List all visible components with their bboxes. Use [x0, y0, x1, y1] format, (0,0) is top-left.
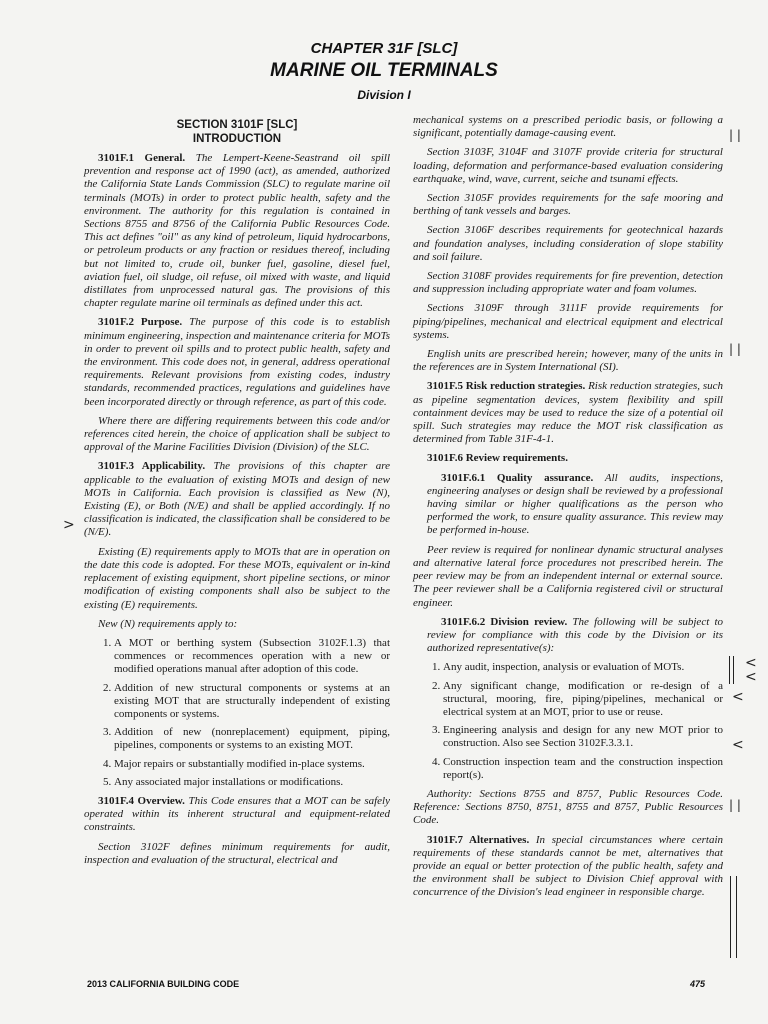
paragraph-applicability	[84, 460, 390, 539]
paragraph-authority	[413, 788, 723, 828]
revision-arrow-right: <	[732, 737, 744, 753]
paragraph-fire	[413, 270, 723, 296]
left-column	[84, 118, 390, 873]
quality-assurance-text: All audits, inspections, engineering analyses or design shall be reviewed by a professional having similar or higher qualifications as the person who performed the work, to ensure quality assurance. This review may be performed in-house.	[427, 471, 723, 537]
paragraph-structural-loading	[413, 146, 723, 186]
fire-text: Section 3108F provides requirements for fire prevention, detection and suppression including appropriate water and foam volumes.	[413, 270, 723, 296]
new-requirements-text: New (N) requirements apply to:	[98, 617, 238, 630]
paragraph-differing-requirements	[84, 415, 390, 455]
division-review-heading: 3101F.6.2 Division review.	[441, 615, 568, 628]
peer-review-text: Peer review is required for nonlinear dynamic structural analyses and alternative lateral force procedures not prescribed herein. The peer review may be from an independent internal or external source. The peer reviewer shall be a California registered civil or structural engineer.	[413, 543, 723, 609]
quality-assurance-heading: 3101F.6.1 Quality assurance.	[441, 471, 594, 484]
continued-text: mechanical systems on a prescribed periodic basis, or following a significant, potentially damage-causing event.	[413, 114, 723, 140]
paragraph-existing-requirements	[84, 546, 390, 612]
paragraph-review-requirements	[413, 452, 723, 465]
mooring-text: Section 3105F provides requirements for the safe mooring and berthing of tank vessels and barges.	[413, 192, 723, 218]
page-number: 475	[690, 979, 706, 989]
list-item: 3. Engineering analysis and design for any new MOT prior to construction. Also see Section 3102F.3.3.1.	[443, 724, 723, 750]
alternatives-heading: 3101F.7 Alternatives.	[427, 833, 530, 846]
alternatives-text: In special circumstances where certain requirements of these standards cannot be met, alternatives that provide an equal or better protection of the public health, safety and the environment shall be subject to Division Chief approval with concurrence of the Division's lead engineer in responsible charge.	[413, 833, 723, 899]
footer-code-name: 2013 CALIFORNIA BUILDING CODE	[87, 979, 240, 989]
geotechnical-text: Section 3106F describes requirements for geotechnical hazards and foundation analyses, including consideration of slope stability and soil failure.	[413, 224, 723, 263]
right-column	[413, 114, 723, 906]
list-item: 1. Any audit, inspection, analysis or evaluation of MOTs.	[443, 661, 723, 674]
paragraph-peer-review	[413, 544, 723, 610]
overview-text: This Code ensures that a MOT can be safely operated within its inherent structural and equipment-related constraints.	[84, 794, 390, 834]
paragraph-piping	[413, 302, 723, 342]
risk-reduction-text: Risk reduction strategies, such as pipeline segmentation devices, system flexibility and spill containment devices may be used to reduce the size of a potential oil spill. Such strategies may reduce the MOT risk classification as determined from Table 31F-4-1.	[413, 380, 723, 446]
list-item: 1. A MOT or berthing system (Subsection 3102F.1.3) that commences or recommences operation with a new or modified operations manual after adoption of this code.	[114, 637, 390, 677]
applicability-heading: 3101F.3 Applicability.	[98, 460, 206, 473]
new-requirements-list	[84, 637, 390, 789]
paragraph-geotechnical	[413, 224, 723, 264]
division-review-text: The following will be subject to review for compliance with this code by the Division or its authorized representative(s):	[427, 615, 724, 655]
list-item: 3. Addition of new (nonreplacement) equipment, piping, pipelines, components or systems to an existing MOT.	[114, 726, 390, 752]
division-label: Division I	[357, 88, 411, 102]
paragraph-risk-reduction	[413, 380, 723, 446]
section-3102f-text: Section 3102F defines minimum requirements for audit, inspection and evaluation of the structural, electrical and	[84, 840, 390, 866]
paragraph-overview	[84, 795, 390, 835]
revision-bar	[736, 876, 737, 958]
revision-arrow-right: <	[732, 689, 744, 705]
revision-bar-mark: | |	[729, 128, 741, 142]
list-item: 2. Addition of new structural components or systems at an existing MOT that are structurally independent of existing components or systems.	[114, 682, 390, 722]
units-text: English units are prescribed herein; however, many of the units in the references are in System International (SI).	[413, 348, 723, 374]
revision-bar-mark: | |	[729, 798, 741, 812]
revision-bar	[733, 656, 734, 684]
chapter-heading: CHAPTER 31F [SLC]	[310, 40, 458, 57]
paragraph-purpose	[84, 316, 390, 408]
paragraph-units	[413, 348, 723, 374]
division-review-list	[413, 661, 723, 782]
differing-requirements-text: Where there are differing requirements between this code and/or references cited herein, the choice of application shall be subject to approval of the Marine Facilities Division (Division) of the SLC.	[84, 414, 390, 454]
chapter-title: MARINE OIL TERMINALS	[270, 60, 498, 81]
paragraph-mooring	[413, 192, 723, 218]
paragraph-continued	[413, 114, 723, 140]
list-item: 2. Any significant change, modification or re-design of a structural, mooring, fire, piping/pipelines, mechanical or electrical system at an MOT, prior to use or reuse.	[443, 680, 723, 720]
paragraph-section-3102f	[84, 841, 390, 867]
revision-arrow-right: <	[745, 669, 757, 685]
purpose-heading: 3101F.2 Purpose.	[98, 316, 183, 329]
list-item: 4. Construction inspection team and the construction inspection report(s).	[443, 756, 723, 782]
revision-bar-mark: | |	[729, 342, 741, 356]
existing-requirements-text: Existing (E) requirements apply to MOTs that are in operation on the date this code is adopted. For these MOTs, equivalent or in-kind replacement of existing equipment, short pipeline sections, or minor modification of existing components shall also be subject to the existing (E) requirements.	[84, 545, 390, 611]
authority-text: Authority: Sections 8755 and 8757, Public Resources Code. Reference: Sections 8750, 8751, 8755 and 8757, Public Resources Code.	[413, 787, 723, 827]
section-number: SECTION 3101F [SLC]	[176, 119, 298, 131]
purpose-text: The purpose of this code is to establish minimum engineering, inspection and maintenance criteria for MOTs in order to prevent oil spills and to protect public health, safety and the environment. This code does not, in general, address operational requirements. Relevant provisions from existing codes, industry standards, recommended practices, regulations and guidelines have been incorporated directly or through reference, as part of this code.	[84, 316, 390, 408]
paragraph-general	[84, 152, 390, 310]
piping-text: Sections 3109F through 3111F provide requirements for piping/pipelines, mechanical and electrical equipment and electrical systems.	[413, 302, 723, 341]
list-item: 4. Major repairs or substantially modified in-place systems.	[114, 758, 390, 771]
general-text: The Lempert-Keene-Seastrand oil spill prevention and response act of 1990 (act), as amended, authorized the California State Lands Commission (SLC) to regulate marine oil terminals (MOTs) in order to protect public health, safety and the environment. The authority for this regulation is contained in Sections 8755 and 8756 of the California Public Resources Code. This act defines "oil" as any kind of petroleum, liquid hydrocarbons, or petroleum products or any fraction or residues thereof, including but not limited to, crude oil, bunker fuel, gasoline, diesel fuel, aviation fuel, oil sludge, oil refuse, oil mixed with waste, and liquid distillates from unprocessed natural gas. The provisions of this chapter regulate marine oil terminals as defined under this act.	[84, 152, 390, 310]
list-item: 5. Any associated major installations or modifications.	[114, 776, 390, 789]
revision-bar	[729, 656, 730, 684]
paragraph-division-review	[413, 616, 723, 656]
review-requirements-heading: 3101F.6 Review requirements.	[427, 452, 568, 465]
paragraph-new-requirements	[84, 618, 390, 631]
revision-arrow-left: >	[63, 517, 75, 533]
applicability-text: The provisions of this chapter are applicable to the evaluation of existing MOTs and design of new MOTs in California. Each provision is classified as New (N), Existing (E), or Both (N/E) and shall be applied accordingly. If no classification is indicated, the classification shall be considered to be (N/E).	[84, 460, 391, 539]
revision-bar	[730, 876, 731, 958]
risk-reduction-heading: 3101F.5 Risk reduction strategies.	[427, 380, 586, 393]
overview-heading: 3101F.4 Overview.	[98, 794, 185, 807]
paragraph-alternatives	[413, 834, 723, 900]
revision-arrow-right: <	[745, 655, 757, 671]
paragraph-quality-assurance	[413, 472, 723, 538]
general-heading: 3101F.1 General.	[98, 152, 186, 164]
structural-loading-text: Section 3103F, 3104F and 3107F provide criteria for structural loading, deformation and performance-based evaluation considering earthquake, wind, wave, current, seiche and tsunami effects.	[413, 146, 723, 185]
section-title: INTRODUCTION	[192, 133, 282, 145]
